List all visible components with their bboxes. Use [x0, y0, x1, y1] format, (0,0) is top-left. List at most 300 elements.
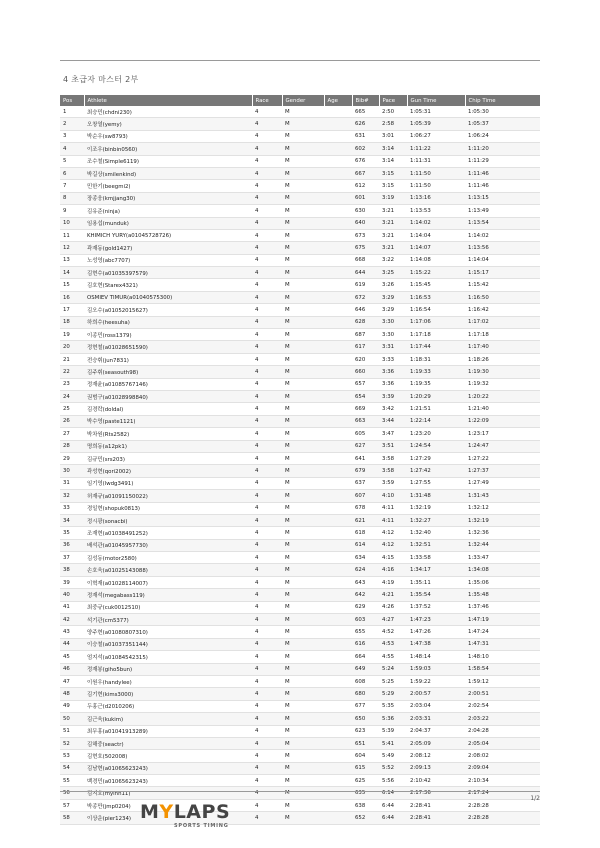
cell-pos: 29 — [60, 452, 84, 464]
cell-pos: 56 — [60, 787, 84, 799]
cell-pos: 51 — [60, 725, 84, 737]
col-header-race[interactable]: Race — [252, 95, 282, 106]
cell-bib: 649 — [352, 663, 379, 675]
cell-chip-time: 2:03:22 — [465, 713, 540, 725]
cell-pos: 34 — [60, 514, 84, 526]
cell-bib: 631 — [352, 130, 379, 142]
cell-bib: 608 — [352, 675, 379, 687]
cell-gender: M — [282, 403, 324, 415]
col-header-athlete[interactable]: Athlete — [84, 95, 252, 106]
cell-gun-time: 1:16:53 — [407, 291, 465, 303]
cell-age — [324, 514, 352, 526]
cell-race: 4 — [252, 775, 282, 787]
cell-race: 4 — [252, 316, 282, 328]
cell-bib: 617 — [352, 341, 379, 353]
cell-pace: 4:12 — [379, 539, 407, 551]
cell-bib: 673 — [352, 229, 379, 241]
cell-gun-time: 1:11:31 — [407, 155, 465, 167]
table-row — [60, 155, 540, 167]
cell-gun-time: 1:17:18 — [407, 329, 465, 341]
cell-age — [324, 688, 352, 700]
cell-athlete: 두홍근(d2010206) — [84, 700, 252, 712]
cell-bib: 618 — [352, 527, 379, 539]
cell-athlete: 이상운(pier1234) — [84, 812, 252, 824]
table-row — [60, 564, 540, 576]
cell-athlete: 김경락(doldal) — [84, 403, 252, 415]
cell-race: 4 — [252, 415, 282, 427]
cell-pos: 54 — [60, 762, 84, 774]
cell-athlete: 이혁재(a01028114007) — [84, 576, 252, 588]
cell-race: 4 — [252, 267, 282, 279]
cell-pos: 41 — [60, 601, 84, 613]
cell-age — [324, 737, 352, 749]
cell-gender: M — [282, 713, 324, 725]
cell-race: 4 — [252, 725, 282, 737]
cell-race: 4 — [252, 403, 282, 415]
cell-race: 4 — [252, 576, 282, 588]
table-row — [60, 737, 540, 749]
cell-bib: 643 — [352, 576, 379, 588]
cell-race: 4 — [252, 378, 282, 390]
cell-gender: M — [282, 465, 324, 477]
cell-bib: 626 — [352, 118, 379, 130]
cell-pace: 5:24 — [379, 663, 407, 675]
cell-bib: 651 — [352, 737, 379, 749]
cell-pos: 26 — [60, 415, 84, 427]
cell-chip-time: 1:23:17 — [465, 428, 540, 440]
cell-gun-time: 2:03:31 — [407, 713, 465, 725]
cell-chip-time: 1:18:26 — [465, 353, 540, 365]
cell-gun-time: 2:04:37 — [407, 725, 465, 737]
cell-pos: 38 — [60, 564, 84, 576]
cell-pos: 27 — [60, 428, 84, 440]
cell-gun-time: 1:47:23 — [407, 614, 465, 626]
table-row — [60, 192, 540, 204]
cell-age — [324, 106, 352, 118]
table-row — [60, 229, 540, 241]
cell-gender: M — [282, 180, 324, 192]
cell-gun-time: 2:00:57 — [407, 688, 465, 700]
cell-bib: 665 — [352, 106, 379, 118]
table-header-row — [60, 95, 540, 106]
results-body — [60, 106, 540, 824]
cell-athlete: 손호욱(a01025143088) — [84, 564, 252, 576]
cell-pos: 44 — [60, 638, 84, 650]
cell-age — [324, 415, 352, 427]
col-header-gender[interactable]: Gender — [282, 95, 324, 106]
cell-gun-time: 2:28:41 — [407, 799, 465, 811]
cell-pace: 3:14 — [379, 143, 407, 155]
cell-race: 4 — [252, 564, 282, 576]
cell-pace: 3:31 — [379, 341, 407, 353]
cell-gender: M — [282, 366, 324, 378]
cell-pos: 4 — [60, 143, 84, 155]
cell-race: 4 — [252, 787, 282, 799]
cell-pos: 37 — [60, 552, 84, 564]
cell-pos: 9 — [60, 205, 84, 217]
cell-gender: M — [282, 787, 324, 799]
cell-gender: M — [282, 254, 324, 266]
table-row — [60, 750, 540, 762]
table-row — [60, 539, 540, 551]
cell-athlete: 양주현(a01080807310) — [84, 626, 252, 638]
cell-gun-time: 1:05:31 — [407, 106, 465, 118]
table-row — [60, 304, 540, 316]
cell-pace: 5:56 — [379, 775, 407, 787]
cell-race: 4 — [252, 291, 282, 303]
cell-pos: 58 — [60, 812, 84, 824]
cell-chip-time: 2:28:28 — [465, 799, 540, 811]
cell-bib: 601 — [352, 192, 379, 204]
table-row — [60, 700, 540, 712]
cell-chip-time: 1:11:29 — [465, 155, 540, 167]
cell-race: 4 — [252, 527, 282, 539]
cell-gender: M — [282, 143, 324, 155]
cell-pos: 40 — [60, 589, 84, 601]
cell-gun-time: 1:15:45 — [407, 279, 465, 291]
cell-gun-time: 1:59:03 — [407, 663, 465, 675]
cell-pos: 16 — [60, 291, 84, 303]
cell-athlete: 김지호(myinn11) — [84, 787, 252, 799]
cell-pos: 15 — [60, 279, 84, 291]
cell-race: 4 — [252, 700, 282, 712]
table-row — [60, 527, 540, 539]
cell-gender: M — [282, 217, 324, 229]
cell-bib: 660 — [352, 366, 379, 378]
cell-pos: 5 — [60, 155, 84, 167]
cell-gender: M — [282, 167, 324, 179]
cell-gun-time: 1:17:44 — [407, 341, 465, 353]
cell-age — [324, 192, 352, 204]
cell-race: 4 — [252, 762, 282, 774]
cell-bib: 620 — [352, 353, 379, 365]
cell-gender: M — [282, 242, 324, 254]
cell-age — [324, 242, 352, 254]
col-header-gun-time[interactable]: Gun Time — [407, 95, 465, 106]
cell-athlete: 허재규(a01091150022) — [84, 490, 252, 502]
cell-pace: 3:21 — [379, 229, 407, 241]
cell-bib: 605 — [352, 428, 379, 440]
cell-gun-time: 1:11:22 — [407, 143, 465, 155]
cell-gender: M — [282, 651, 324, 663]
cell-race: 4 — [252, 279, 282, 291]
cell-gun-time: 1:05:39 — [407, 118, 465, 130]
cell-pace: 3:26 — [379, 279, 407, 291]
cell-gun-time: 1:14:02 — [407, 217, 465, 229]
cell-pace: 3:19 — [379, 192, 407, 204]
cell-gender: M — [282, 626, 324, 638]
bottom-rule — [60, 791, 540, 792]
cell-gender: M — [282, 378, 324, 390]
cell-pos: 25 — [60, 403, 84, 415]
cell-athlete: 김오수(a01052015627) — [84, 304, 252, 316]
cell-chip-time: 1:16:50 — [465, 291, 540, 303]
cell-gender: M — [282, 279, 324, 291]
cell-athlete: 조수철(Simple6119) — [84, 155, 252, 167]
cell-athlete: 하희수(heesuha) — [84, 316, 252, 328]
cell-gender: M — [282, 812, 324, 824]
cell-age — [324, 762, 352, 774]
cell-gender: M — [282, 502, 324, 514]
cell-athlete: 정현철(a01028651590) — [84, 341, 252, 353]
cell-gender: M — [282, 192, 324, 204]
cell-gender: M — [282, 539, 324, 551]
cell-chip-time: 1:11:20 — [465, 143, 540, 155]
cell-pace: 3:58 — [379, 465, 407, 477]
cell-pos: 7 — [60, 180, 84, 192]
cell-athlete: 임기영(lwdg3491) — [84, 477, 252, 489]
cell-athlete: 김해중(seactr) — [84, 737, 252, 749]
cell-chip-time: 2:00:51 — [465, 688, 540, 700]
cell-pos: 14 — [60, 267, 84, 279]
cell-bib: 628 — [352, 316, 379, 328]
table-row — [60, 775, 540, 787]
cell-pace: 3:58 — [379, 452, 407, 464]
table-row — [60, 762, 540, 774]
cell-pace: 3:21 — [379, 217, 407, 229]
cell-chip-time: 1:47:31 — [465, 638, 540, 650]
cell-bib: 619 — [352, 279, 379, 291]
cell-pace: 5:25 — [379, 675, 407, 687]
cell-pace: 3:14 — [379, 155, 407, 167]
cell-athlete: 이조우(binbin0560) — [84, 143, 252, 155]
cell-gender: M — [282, 737, 324, 749]
cell-athlete: 임용섭(munduk) — [84, 217, 252, 229]
section-title: 4 초급자 마스터 2부 — [63, 75, 139, 84]
cell-athlete: 김남현(a01065623243) — [84, 762, 252, 774]
cell-chip-time: 1:47:24 — [465, 626, 540, 638]
cell-gun-time: 1:19:35 — [407, 378, 465, 390]
cell-gun-time: 1:27:42 — [407, 465, 465, 477]
table-row — [60, 254, 540, 266]
cell-pace: 4:12 — [379, 527, 407, 539]
cell-age — [324, 390, 352, 402]
cell-gender: M — [282, 329, 324, 341]
cell-bib: 630 — [352, 205, 379, 217]
cell-athlete: 장종웅(kmjjang30) — [84, 192, 252, 204]
cell-athlete: 김기현(kims3000) — [84, 688, 252, 700]
cell-race: 4 — [252, 688, 282, 700]
cell-pace: 3:15 — [379, 180, 407, 192]
cell-gender: M — [282, 601, 324, 613]
cell-gender: M — [282, 452, 324, 464]
table-row — [60, 267, 540, 279]
cell-athlete: 명희동(a12pk1) — [84, 440, 252, 452]
cell-bib: 655 — [352, 626, 379, 638]
cell-age — [324, 564, 352, 576]
cell-bib: 607 — [352, 490, 379, 502]
cell-race: 4 — [252, 589, 282, 601]
cell-age — [324, 775, 352, 787]
cell-race: 4 — [252, 651, 282, 663]
cell-gender: M — [282, 564, 324, 576]
cell-race: 4 — [252, 192, 282, 204]
cell-chip-time: 1:13:56 — [465, 242, 540, 254]
cell-gun-time: 2:17:36 — [407, 787, 465, 799]
cell-age — [324, 341, 352, 353]
cell-athlete: 최무홍(a01041913289) — [84, 725, 252, 737]
cell-athlete: 조재현(a01038491252) — [84, 527, 252, 539]
cell-athlete: 전승휘(jun7831) — [84, 353, 252, 365]
cell-age — [324, 502, 352, 514]
table-row — [60, 329, 540, 341]
cell-athlete: OSMIEV TIMUR(a01040575300) — [84, 291, 252, 303]
cell-race: 4 — [252, 812, 282, 824]
cell-pos: 21 — [60, 353, 84, 365]
cell-bib: 680 — [352, 688, 379, 700]
cell-chip-time: 1:16:42 — [465, 304, 540, 316]
cell-age — [324, 279, 352, 291]
cell-race: 4 — [252, 118, 282, 130]
table-row — [60, 514, 540, 526]
cell-age — [324, 725, 352, 737]
cell-chip-time: 2:08:02 — [465, 750, 540, 762]
table-row — [60, 180, 540, 192]
cell-pace: 3:15 — [379, 167, 407, 179]
table-row — [60, 403, 540, 415]
col-header-pace[interactable]: Pace — [379, 95, 407, 106]
cell-chip-time: 1:47:19 — [465, 614, 540, 626]
cell-chip-time: 2:04:28 — [465, 725, 540, 737]
cell-athlete: 박차원(Rts2582) — [84, 428, 252, 440]
cell-age — [324, 601, 352, 613]
cell-pos: 52 — [60, 737, 84, 749]
table-row — [60, 713, 540, 725]
table-row — [60, 477, 540, 489]
cell-pos: 2 — [60, 118, 84, 130]
cell-chip-time: 2:09:04 — [465, 762, 540, 774]
cell-race: 4 — [252, 663, 282, 675]
cell-gender: M — [282, 353, 324, 365]
cell-race: 4 — [252, 490, 282, 502]
cell-gun-time: 1:32:27 — [407, 514, 465, 526]
table-row — [60, 118, 540, 130]
top-rule — [60, 60, 540, 61]
cell-bib: 621 — [352, 514, 379, 526]
table-row — [60, 143, 540, 155]
cell-gun-time: 1:35:11 — [407, 576, 465, 588]
cell-chip-time: 2:17:24 — [465, 787, 540, 799]
cell-age — [324, 143, 352, 155]
cell-gun-time: 1:14:07 — [407, 242, 465, 254]
cell-bib: 627 — [352, 440, 379, 452]
cell-gun-time: 1:32:51 — [407, 539, 465, 551]
cell-age — [324, 750, 352, 762]
col-header-age[interactable]: Age — [324, 95, 352, 106]
cell-chip-time: 1:32:19 — [465, 514, 540, 526]
cell-gender: M — [282, 106, 324, 118]
cell-pos: 49 — [60, 700, 84, 712]
cell-age — [324, 130, 352, 142]
page-number: 1/2 — [530, 795, 540, 802]
cell-age — [324, 180, 352, 192]
cell-athlete: 곽성현(qori2002) — [84, 465, 252, 477]
cell-athlete: 이승철(a01037351144) — [84, 638, 252, 650]
cell-gun-time: 2:09:13 — [407, 762, 465, 774]
cell-race: 4 — [252, 205, 282, 217]
cell-chip-time: 1:24:47 — [465, 440, 540, 452]
cell-bib: 603 — [352, 614, 379, 626]
cell-gender: M — [282, 118, 324, 130]
table-row — [60, 626, 540, 638]
table-row — [60, 167, 540, 179]
cell-gender: M — [282, 762, 324, 774]
cell-age — [324, 638, 352, 650]
cell-pace: 3:29 — [379, 291, 407, 303]
cell-chip-time: 1:05:37 — [465, 118, 540, 130]
cell-pos: 17 — [60, 304, 84, 316]
cell-bib: 640 — [352, 217, 379, 229]
cell-race: 4 — [252, 341, 282, 353]
cell-bib: 623 — [352, 725, 379, 737]
cell-pos: 10 — [60, 217, 84, 229]
cell-gender: M — [282, 291, 324, 303]
cell-gender: M — [282, 428, 324, 440]
table-row — [60, 106, 540, 118]
cell-age — [324, 490, 352, 502]
cell-pos: 24 — [60, 390, 84, 402]
table-row — [60, 130, 540, 142]
cell-gun-time: 1:06:27 — [407, 130, 465, 142]
cell-chip-time: 1:13:54 — [465, 217, 540, 229]
cell-chip-time: 1:35:48 — [465, 589, 540, 601]
cell-bib: 672 — [352, 291, 379, 303]
cell-pos: 32 — [60, 490, 84, 502]
cell-pace: 3:01 — [379, 130, 407, 142]
cell-athlete: KHIMICH YURY(a01045728726) — [84, 229, 252, 241]
cell-athlete: 최중규(cuk0012510) — [84, 601, 252, 613]
cell-race: 4 — [252, 552, 282, 564]
col-header-pos[interactable]: Pos — [60, 95, 84, 106]
cell-pace: 4:55 — [379, 651, 407, 663]
col-header-bib[interactable]: Bib# — [352, 95, 379, 106]
cell-gun-time: 1:23:20 — [407, 428, 465, 440]
cell-pace: 4:21 — [379, 589, 407, 601]
cell-chip-time: 1:32:12 — [465, 502, 540, 514]
cell-pace: 4:53 — [379, 638, 407, 650]
cell-pace: 3:33 — [379, 353, 407, 365]
cell-bib: 637 — [352, 477, 379, 489]
cell-pos: 48 — [60, 688, 84, 700]
cell-race: 4 — [252, 254, 282, 266]
cell-gun-time: 1:33:58 — [407, 552, 465, 564]
cell-pos: 45 — [60, 651, 84, 663]
cell-bib: 625 — [352, 775, 379, 787]
cell-athlete: 오창열(yemy) — [84, 118, 252, 130]
cell-athlete: 최승민(chdni230) — [84, 106, 252, 118]
cell-pos: 23 — [60, 378, 84, 390]
cell-pace: 3:47 — [379, 428, 407, 440]
cell-age — [324, 304, 352, 316]
cell-age — [324, 291, 352, 303]
cell-race: 4 — [252, 601, 282, 613]
cell-bib: 650 — [352, 713, 379, 725]
cell-pos: 36 — [60, 539, 84, 551]
cell-gender: M — [282, 675, 324, 687]
cell-age — [324, 316, 352, 328]
cell-chip-time: 1:05:30 — [465, 106, 540, 118]
cell-athlete: 정재윤(a01085767146) — [84, 378, 252, 390]
cell-pace: 5:36 — [379, 713, 407, 725]
table-row — [60, 812, 540, 824]
cell-age — [324, 366, 352, 378]
col-header-chip-time[interactable]: Chip Time — [465, 95, 540, 106]
cell-gun-time: 1:27:55 — [407, 477, 465, 489]
cell-pos: 6 — [60, 167, 84, 179]
cell-pos: 57 — [60, 799, 84, 811]
table-row — [60, 378, 540, 390]
cell-bib: 679 — [352, 465, 379, 477]
